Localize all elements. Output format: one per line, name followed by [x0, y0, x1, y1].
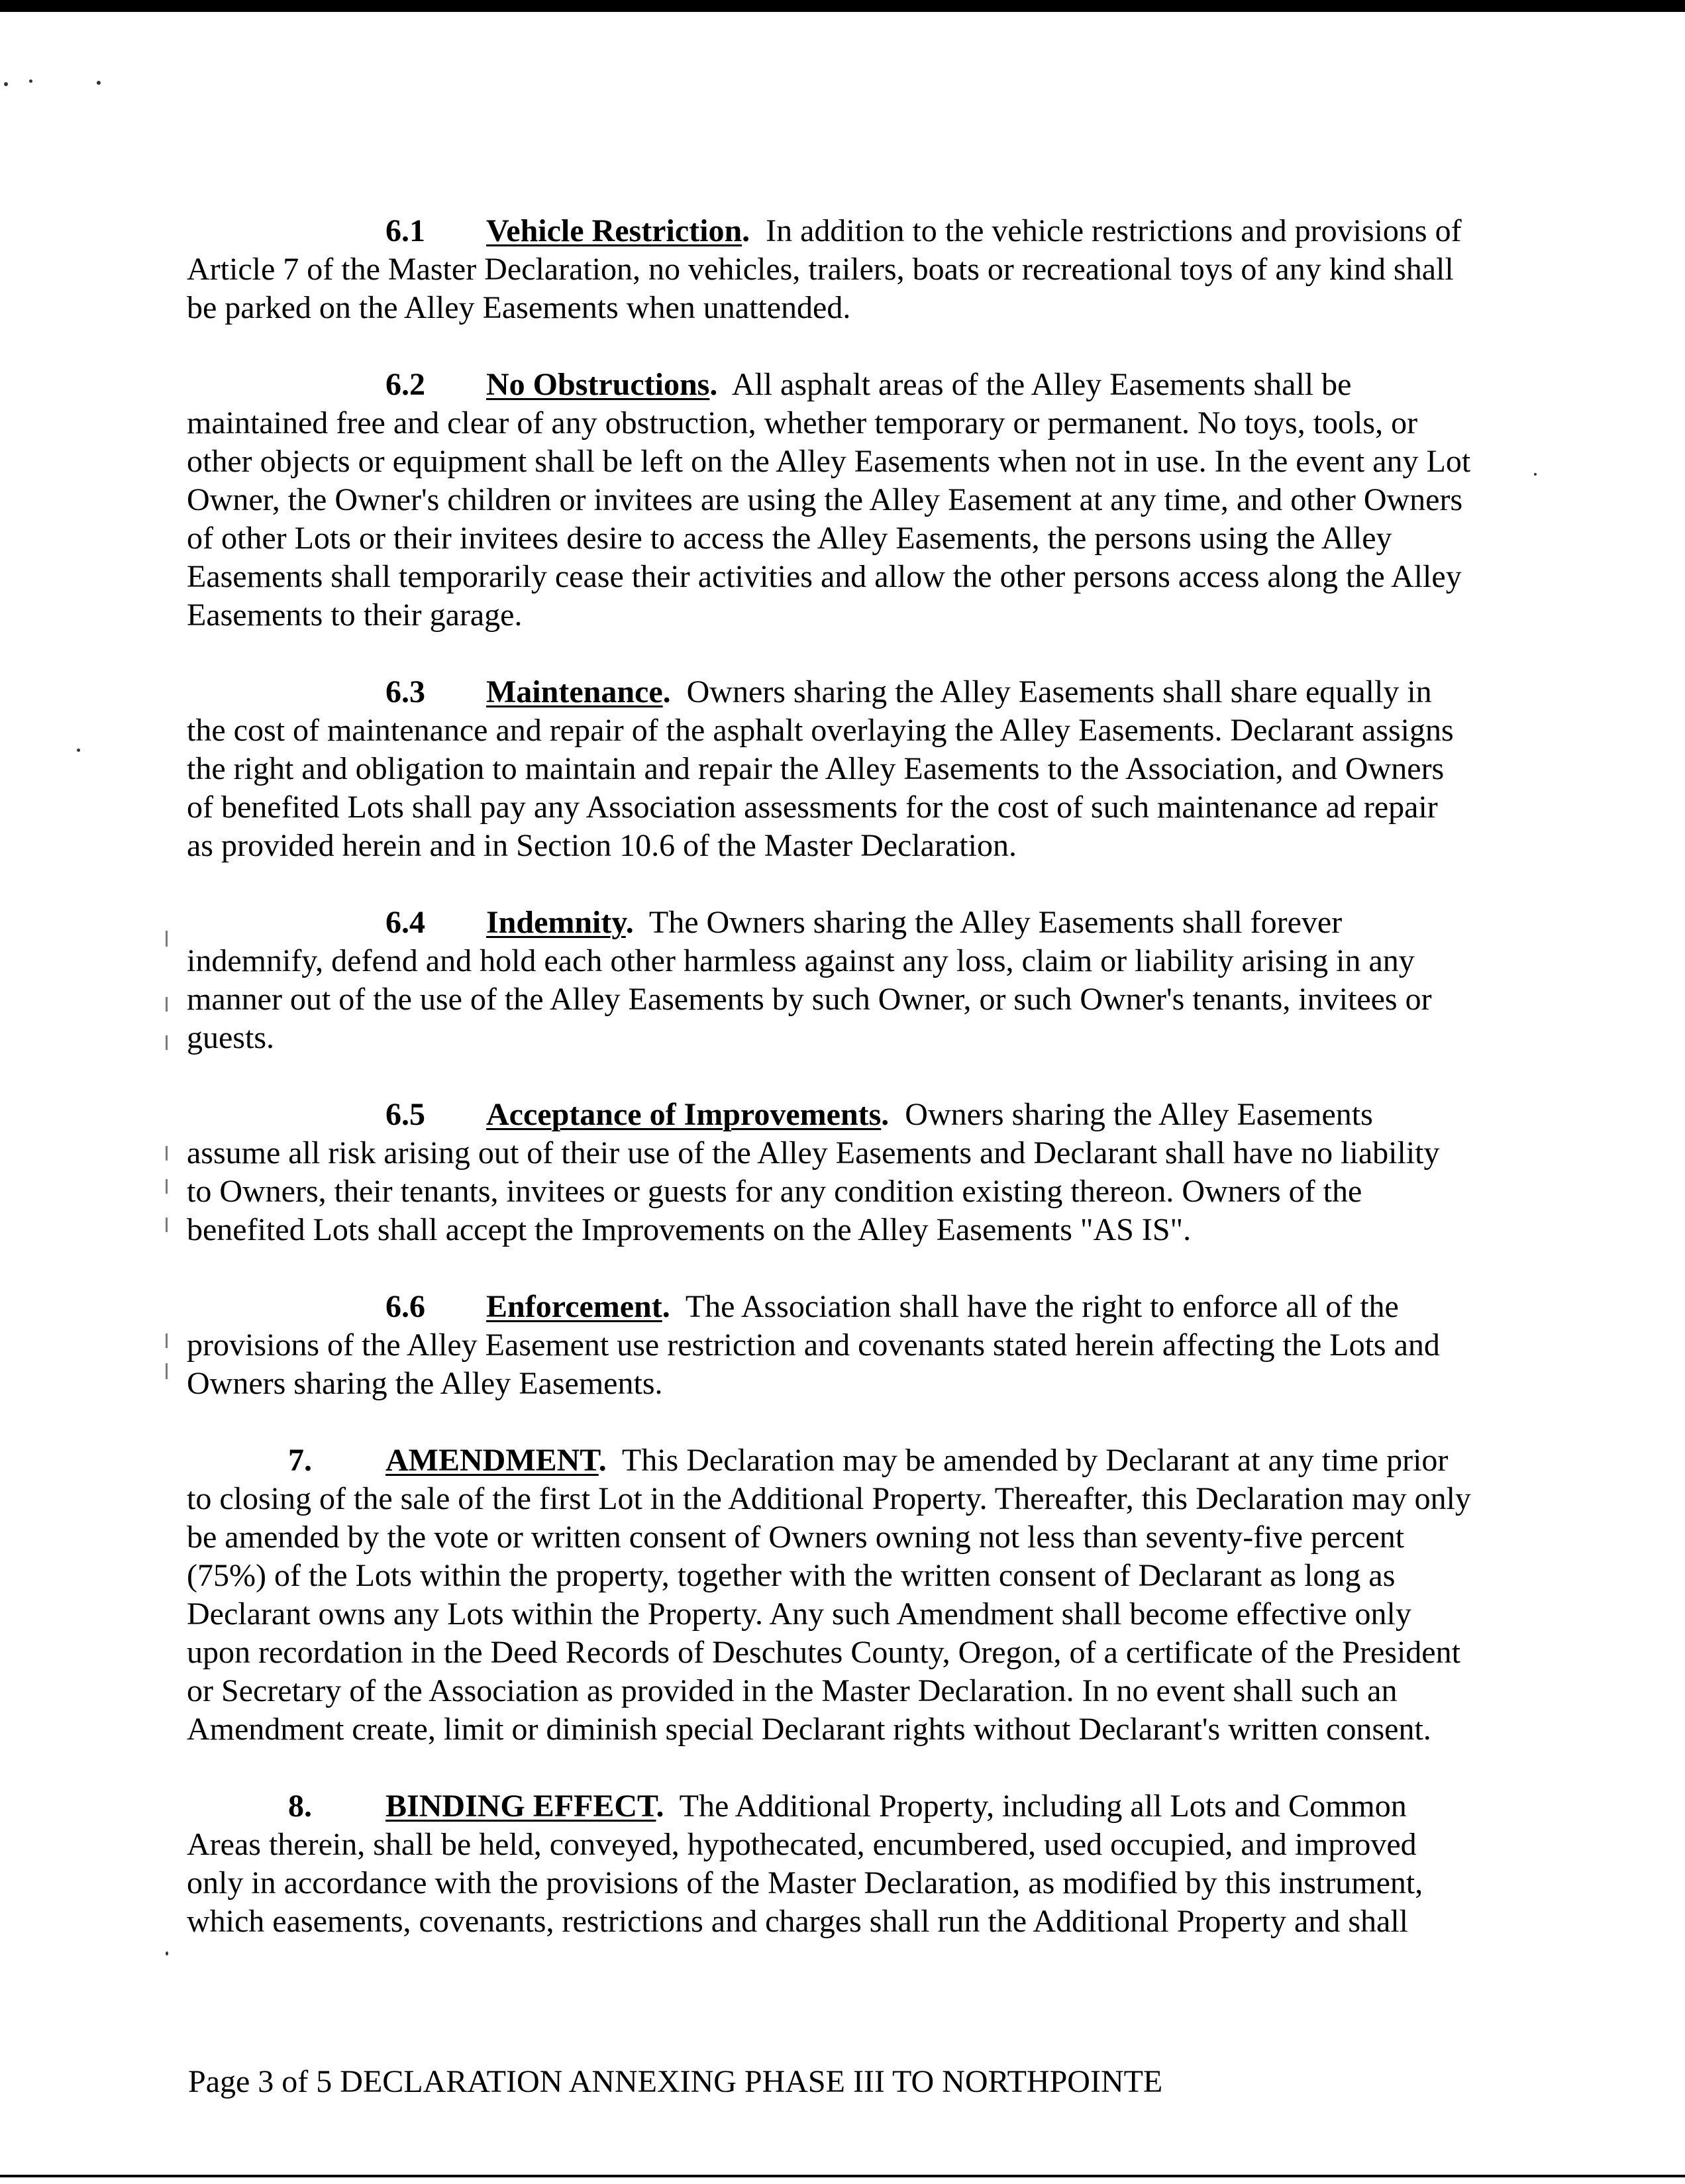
section-number: 6.3 [385, 674, 425, 709]
section-6-1 [187, 212, 1472, 327]
section-heading: Indemnity [486, 905, 626, 940]
section-heading-period: . [625, 905, 634, 940]
section-body: In addition to the vehicle restrictions and provisions of Article 7 of the Master Declaration, no vehicles, trailers, boats or recreational toys of any kind shall be parked on the Alley Easements when unattended. [187, 213, 1462, 325]
section-6-4 [187, 904, 1472, 1057]
section-heading-period: . [742, 213, 750, 248]
section-number: 6.5 [385, 1097, 425, 1132]
section-heading: Acceptance of Improvements [486, 1097, 882, 1132]
margin-mark [166, 931, 168, 947]
scan-top-border [0, 0, 1685, 12]
article-heading: BINDING EFFECT [385, 1789, 656, 1824]
article-number: 7. [288, 1443, 312, 1478]
margin-mark [166, 1146, 168, 1161]
article-7 [187, 1441, 1472, 1749]
scan-speck [97, 81, 101, 85]
section-heading: No Obstructions [486, 367, 710, 402]
article-body: This Declaration may be amended by Declarant at any time prior to closing of the sale of the first Lot in the Additional Property. Thereafter, this Declaration may only be amended by the vote or written consent of Owners owning not less than seventy-five percent (75%) of the Lots within the property, together with the written consent of Declarant as long as Declarant owns any Lots within the Property. Any such Amendment shall become effective only upon recordation in the Deed Records of Deschutes County, Oregon, of a certificate of the President or Secretary of the Association as provided in the Master Declaration. In no event shall such an Amendment create, limit or diminish special Declarant rights without Declarant's written consent. [187, 1443, 1471, 1747]
section-6-2 [187, 366, 1472, 635]
section-body: The Owners sharing the Alley Easements shall forever indemnify, defend and hold each other harmless against any loss, claim or liability arising in any manner out of the use of the Alley Easements by such Owner, or such Owner's tenants, invitees or guests. [187, 905, 1432, 1055]
article-body: The Additional Property, including all Lots and Common Areas therein, shall be held, conveyed, hypothecated, encumbered, used occupied, and improved only in accordance with the provisions of the Master Declaration, as modified by this instrument, which easements, covenants, restrictions and charges shall run the Additional Property and shall [187, 1789, 1423, 1939]
scan-speck [1534, 473, 1537, 476]
article-8 [187, 1787, 1472, 1941]
section-number: 6.2 [385, 367, 425, 402]
margin-mark [166, 1363, 168, 1379]
article-heading-period: . [656, 1789, 664, 1824]
section-heading-period: . [662, 674, 671, 709]
section-6-5 [187, 1096, 1472, 1249]
margin-mark [166, 1333, 168, 1348]
scan-bottom-border [0, 2175, 1685, 2177]
scan-speck [29, 79, 32, 83]
section-heading: Vehicle Restriction [486, 213, 742, 248]
section-6-3 [187, 673, 1472, 865]
article-heading-period: . [598, 1443, 607, 1478]
scan-speck [77, 749, 80, 752]
section-body: Owners sharing the Alley Easements shall share equally in the cost of maintenance and repair of the asphalt overlaying the Alley Easements. Declarant assigns the right and obligation to maintain and repair the Alley Easements to the Association, and Owners of benefited Lots shall pay any Association assessments for the cost of such maintenance ad repair as provided herein and in Section 10.6 of the Master Declaration. [187, 674, 1454, 863]
document-body [187, 212, 1472, 1979]
section-heading-period: . [709, 367, 718, 402]
section-body: All asphalt areas of the Alley Easements shall be maintained free and clear of any obstruction, whether temporary or permanent. No toys, tools, or other objects or equipment shall be left on the Alley Easements when not in use. In the event any Lot Owner, the Owner's children or invitees are using the Alley Easement at any time, and other Owners of other Lots or their invitees desire to access the Alley Easements, the persons using the Alley Easements shall temporarily cease their activities and allow the other persons access along the Alley Easements to their garage. [187, 367, 1471, 633]
margin-mark [166, 1179, 168, 1194]
section-heading: Enforcement [486, 1289, 662, 1324]
margin-mark [166, 1035, 168, 1050]
article-number: 8. [288, 1789, 312, 1824]
section-6-6 [187, 1288, 1472, 1403]
margin-mark [166, 1218, 168, 1232]
section-body: The Association shall have the right to enforce all of the provisions of the Alley Easement use restriction and covenants stated herein affecting the Lots and Owners sharing the Alley Easements. [187, 1289, 1440, 1401]
section-number: 6.1 [385, 213, 425, 248]
section-heading-period: . [881, 1097, 890, 1132]
article-heading: AMENDMENT [385, 1443, 599, 1478]
section-body: Owners sharing the Alley Easements assume all risk arising out of their use of the Alley Easements and Declarant shall have no liability to Owners, their tenants, invitees or guests for any condition existing thereon. Owners of the benefited Lots shall accept the Improvements on the Alley Easements "AS IS". [187, 1097, 1440, 1247]
section-heading-period: . [662, 1289, 670, 1324]
section-number: 6.4 [385, 905, 425, 940]
section-number: 6.6 [385, 1289, 425, 1324]
section-heading: Maintenance [486, 674, 663, 709]
page-footer: Page 3 of 5 DECLARATION ANNEXING PHASE III TO NORTHPOINTE [188, 2064, 1163, 2099]
margin-mark [166, 997, 168, 1012]
scan-speck [4, 82, 8, 86]
scan-speck [166, 1951, 168, 1955]
